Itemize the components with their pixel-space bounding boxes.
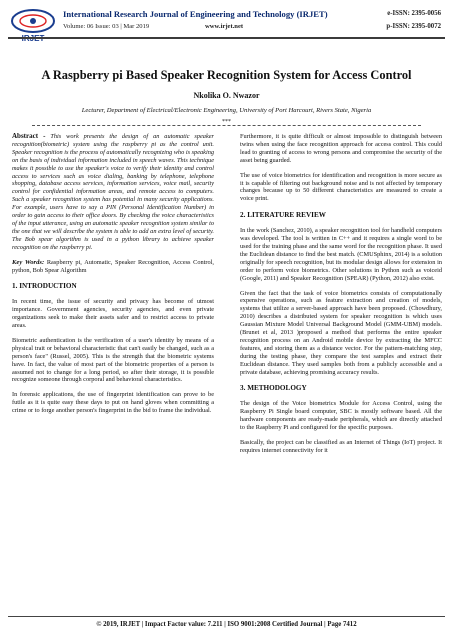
abstract (12, 133, 214, 252)
pissn: p-ISSN: 2395-0072 (386, 23, 441, 30)
right-paragraph-1: Furthermore, it is quite difficult or almost impossible to distinguish between twins when using the face recognition approach for access control. This could lead to granting of access to wrong persons and compromise the security of the asset being guarded. (240, 133, 442, 164)
keywords-text: Raspberry pi, Automatic, Speaker Recognition, Access Control, python, Bob Spear Algorithm (12, 258, 214, 274)
heading-introduction: 1. INTRODUCTION (12, 282, 77, 291)
heading-methodology: 3. METHODOLOGY (240, 384, 307, 393)
left-column (12, 133, 214, 422)
right-paragraph-2: The use of voice biometrics for identification and recognition is more secure as it is capable of filtering out background noise and is not affected by temporary changes because up to 50 different characteristics are measured to create a voice print. (240, 171, 442, 203)
volume-issue: Volume: 06 Issue: 03 | Mar 2019 (63, 23, 150, 30)
footer-divider (8, 616, 445, 617)
intro-paragraph-1: In recent time, the issue of security and privacy has become of utmost importance. Government agencies, security agencies, and even private organizations seek to make their assets safer and to restrict access to private areas. (12, 298, 214, 330)
section-separator (32, 125, 421, 126)
journal-website[interactable]: www.irjet.net (205, 23, 244, 30)
author-affiliation: Lecturer, Department of Electrical/Electronic Engineering, University of Port Harcourt, Rivers State, Nigeria (81, 107, 372, 114)
method-paragraph-1: The design of the Voice biometrics Module for Access Control, using the Raspberry Pi Single board computer, SBC is mostly software based. All the hardware components are ready-made peripherals, which are directly attached to the Raspberry Pi and configured for the specific purposes. (240, 400, 442, 432)
intro-paragraph-2: Biometric authentication is the verification of a user's identity by means of a physical trait or behavioral characteristic that can't easily be changed, such as a person's face" (Russel, 2005). This is the strength that the biometric systems have. In fact, the value of most part of the biometric properties of a person is assumed not to change for a long period, so after their storage, it is possible recognize someone through corporal and behavioral characteristics. (12, 336, 214, 384)
lit-paragraph-2: Given the fact that the task of voice biometrics consists of computationally expensive operations, such as feature extraction and creation of models, systems that utilize a server-based approach have been proposed. (Chowdhury, 2010) describes a distributed system for speaker recognition is which uses Gaussian Mixture Model Universal Background Model (GMM-UBM) models. (Brunet et al, 2013 )proposed a method that performs the entire speaker recognition process on an Android mobile device by extracting the MFCC features, and storing them as a distance vector. For the pattern-matching step, during the testing phase, they compare the test samples and extract their Euclidean distance. They used samples both from a publicly accessible and a private database, achieving promising accuracy results. (240, 289, 442, 376)
heading-literature-review: 2. LITERATURE REVIEW (240, 211, 326, 220)
keywords-label: Key Words: (12, 258, 45, 266)
header-divider (8, 37, 445, 39)
eissn: e-ISSN: 2395-0056 (387, 10, 441, 17)
journal-name: International Research Journal of Engineering and Technology (IRJET) (63, 9, 328, 19)
abstract-text: This work presents the design of an automatic speaker recognition(biometric) system using the raspberry pi as the control unit. Speaker recognition is the process of automatically recognizing who is speaking on the basis of individual information included in speech waves. This technique makes it possible to use the speaker's voice to verify their identity and control access to services such as voice dialing, banking by telephone, telephone shopping, database access services, information services, voice mail, security control for confidential information areas, and remote access to computers. Such a speaker recognition system has potential in many security applications. For example, users have to say a PIN (Personal Identification Number) in order to gain access to their office doors. By checking the voice characteristics of the input utterance, using an automatic speaker recognition system similar to the one that we will describe the system is able to add an extra level of security. The Bob spear algorithm is used in a python library to achieve speaker recognition on the raspberry pi. (12, 133, 214, 251)
lit-paragraph-1: In the work (Sanchez, 2010), a speaker recognition tool for handheld computers was developed. The tool is written in C++ and it requires a single word to be used for the training phase and the same word for the recognition phase. It used the Euclidean distance to find the best match. (CMUSphinx, 2014) is a solution originally for speech recognition, but its modular design allows for extension in order to perform voice biometrics. Other solutions in Python such as voiceid (Google, 2011) and Speaker Recognition (SPEAR) (Python, 2012) also exist. (240, 227, 442, 282)
intro-paragraph-3: In forensic applications, the use of fingerprint identification can prove to be futile as it is quite easy these days to put on hand gloves when committing a crime or to forge another person's fingerprint in the bid to frame the individual. (12, 391, 214, 415)
separator-stars: *** (222, 119, 231, 125)
paper-title: A Raspberry pi Based Speaker Recognition System for Access Control (41, 68, 412, 82)
paper-author: Nkolika O. Nwazor (193, 91, 260, 100)
keywords (12, 259, 214, 275)
abstract-label: Abstract - (12, 132, 46, 140)
method-paragraph-2: Basically, the project can be classified as an Internet of Things (IoT) project. It requires internet connectivity for it (240, 439, 442, 454)
right-column (240, 133, 442, 462)
page-footer: © 2019, IRJET | Impact Factor value: 7.211 | ISO 9001:2008 Certified Journal | Page 7412 (96, 621, 357, 628)
